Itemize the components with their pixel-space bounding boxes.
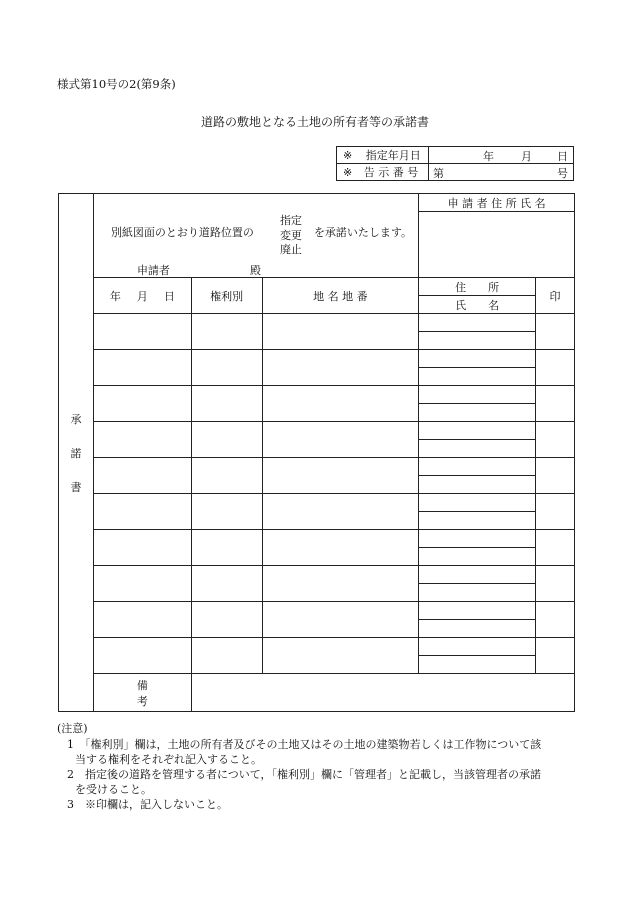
date-cell[interactable] — [93, 638, 191, 674]
rights-cell[interactable] — [191, 314, 262, 350]
seal-cell[interactable] — [536, 566, 575, 602]
rights-cell[interactable] — [191, 494, 262, 530]
column-name: 氏 名 — [419, 296, 536, 314]
address-cell[interactable] — [419, 638, 536, 656]
address-cell[interactable] — [419, 566, 536, 584]
address-cell[interactable] — [419, 458, 536, 476]
location-cell[interactable] — [262, 494, 419, 530]
designation-date-label-cell — [337, 147, 429, 164]
applicant-header: 申 請 者 住 所 氏 名 — [419, 194, 575, 212]
name-cell[interactable] — [419, 620, 536, 638]
rights-cell[interactable] — [191, 602, 262, 638]
option-abolition: 廃止 — [279, 243, 302, 256]
rights-cell[interactable] — [191, 638, 262, 674]
year-unit: 年 — [483, 150, 494, 163]
note-item-cont: 当する権利をそれぞれ記入すること。 — [75, 753, 262, 766]
seal-cell[interactable] — [536, 638, 575, 674]
column-address: 住 所 — [419, 278, 536, 296]
name-cell[interactable] — [419, 656, 536, 674]
notice-number-label-cell — [337, 164, 429, 181]
statement-text-pre: 別紙図面のとおり道路位置の — [110, 226, 254, 239]
address-cell[interactable] — [419, 386, 536, 404]
location-cell[interactable] — [262, 602, 419, 638]
location-cell[interactable] — [262, 458, 419, 494]
location-cell[interactable] — [262, 314, 419, 350]
seal-cell[interactable] — [536, 386, 575, 422]
column-rights: 権利別 — [191, 278, 262, 314]
name-cell[interactable] — [419, 548, 536, 566]
note-item: 1 「権利別」欄は，土地の所有者及びその土地又はその土地の建築物若しくは工作物について該 — [67, 738, 542, 751]
seal-cell[interactable] — [536, 422, 575, 458]
date-cell[interactable] — [93, 422, 191, 458]
date-cell[interactable] — [93, 314, 191, 350]
seal-cell[interactable] — [536, 530, 575, 566]
location-cell[interactable] — [262, 350, 419, 386]
designation-date-field[interactable] — [429, 147, 574, 164]
address-cell[interactable] — [419, 314, 536, 332]
date-cell[interactable] — [93, 458, 191, 494]
address-cell[interactable] — [419, 350, 536, 368]
notes-heading: (注意) — [57, 722, 88, 735]
note-item: 2 指定後の道路を管理する者について，「権利別」欄に「管理者」と記載し，当該管理者の承諾 — [67, 768, 542, 781]
rights-cell[interactable] — [191, 530, 262, 566]
remarks-field[interactable] — [191, 674, 574, 712]
name-cell[interactable] — [419, 332, 536, 350]
rights-cell[interactable] — [191, 386, 262, 422]
seal-cell[interactable] — [536, 350, 575, 386]
location-cell[interactable] — [262, 422, 419, 458]
seal-cell[interactable] — [536, 602, 575, 638]
note-item-cont: を受けること。 — [75, 783, 152, 796]
notice-number-field[interactable] — [429, 164, 574, 181]
seal-cell[interactable] — [536, 494, 575, 530]
address-cell[interactable] — [419, 602, 536, 620]
name-cell[interactable] — [419, 512, 536, 530]
rights-cell[interactable] — [191, 566, 262, 602]
mark-symbol: ※ — [343, 166, 353, 179]
location-cell[interactable] — [262, 566, 419, 602]
address-cell[interactable] — [419, 494, 536, 512]
seal-cell[interactable] — [536, 458, 575, 494]
date-cell[interactable] — [93, 566, 191, 602]
consent-statement — [93, 194, 418, 278]
notice-table — [336, 146, 574, 181]
number-prefix: 第 — [433, 167, 444, 180]
name-cell[interactable] — [419, 404, 536, 422]
consent-table — [58, 193, 575, 712]
remarks-label: 備 考 — [93, 674, 191, 712]
name-cell[interactable] — [419, 476, 536, 494]
option-change: 変更 — [279, 229, 302, 242]
date-cell[interactable] — [93, 350, 191, 386]
consent-side-label: 承 諾 書 — [59, 194, 94, 712]
note-item: 3 ※印欄は，記入しないこと。 — [67, 798, 228, 811]
date-cell[interactable] — [93, 602, 191, 638]
location-cell[interactable] — [262, 386, 419, 422]
day-unit: 日 — [557, 150, 568, 163]
location-cell[interactable] — [262, 638, 419, 674]
mark-symbol: ※ — [343, 149, 353, 162]
column-location: 地 名 地 番 — [262, 278, 419, 314]
honorific-label: 殿 — [249, 264, 261, 277]
notice-number-label: 告 示 番 号 — [363, 166, 419, 179]
date-cell[interactable] — [93, 386, 191, 422]
designation-date-label: 指定年月日 — [365, 149, 421, 162]
column-date: 年 月 日 — [93, 278, 191, 314]
column-seal: 印 — [536, 278, 575, 314]
rights-cell[interactable] — [191, 422, 262, 458]
applicant-name-field[interactable] — [419, 212, 575, 278]
option-designation: 指定 — [279, 214, 302, 227]
notes-list — [67, 737, 587, 812]
form-number: 様式第10号の2(第9条) — [57, 77, 176, 91]
location-cell[interactable] — [262, 530, 419, 566]
date-cell[interactable] — [93, 494, 191, 530]
month-unit: 月 — [521, 150, 532, 163]
date-cell[interactable] — [93, 530, 191, 566]
rights-cell[interactable] — [191, 350, 262, 386]
name-cell[interactable] — [419, 584, 536, 602]
addressee-label: 申請者 — [136, 264, 170, 277]
name-cell[interactable] — [419, 368, 536, 386]
address-cell[interactable] — [419, 422, 536, 440]
name-cell[interactable] — [419, 440, 536, 458]
rights-cell[interactable] — [191, 458, 262, 494]
seal-cell[interactable] — [536, 314, 575, 350]
document-title: 道路の敷地となる土地の所有者等の承諾書 — [200, 115, 429, 129]
number-suffix: 号 — [557, 167, 568, 180]
statement-text-post: を承諾いたします。 — [313, 226, 413, 239]
address-cell[interactable] — [419, 530, 536, 548]
